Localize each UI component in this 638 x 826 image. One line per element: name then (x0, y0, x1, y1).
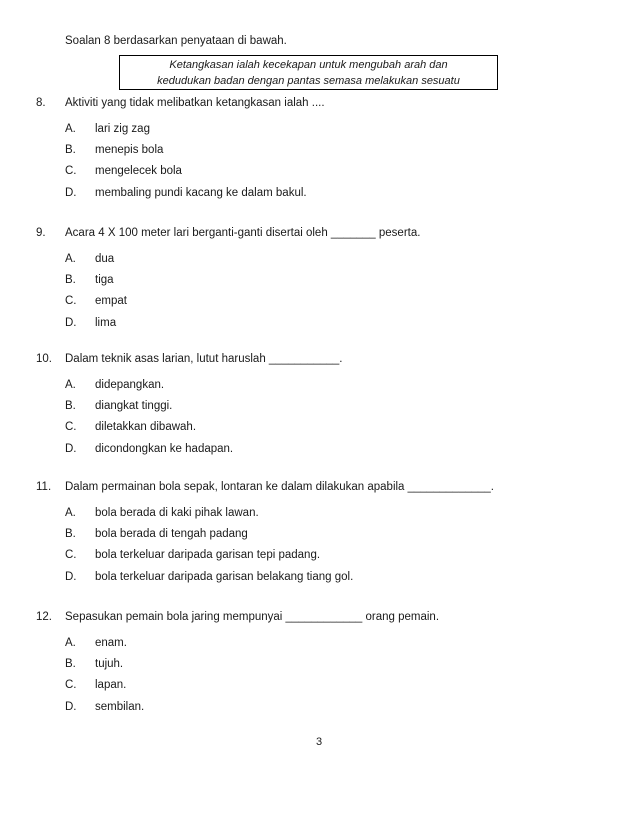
option-text: lima (95, 317, 117, 329)
option-letter: B. (65, 274, 76, 286)
option-letter: B. (65, 528, 76, 540)
option-letter: D. (65, 187, 77, 199)
option-letter: A. (65, 379, 76, 391)
option-text: mengelecek bola (95, 165, 182, 177)
option-text: sembilan. (95, 701, 145, 713)
question-text: Aktiviti yang tidak melibatkan ketangkasan ialah .... (65, 97, 325, 109)
option-letter: A. (65, 507, 76, 519)
option-text: menepis bola (95, 144, 164, 156)
question-number: 9. (36, 227, 46, 239)
option-letter: C. (65, 421, 77, 433)
question-number: 8. (36, 97, 46, 109)
question-number: 10. (36, 353, 52, 365)
option-text: enam. (95, 637, 127, 649)
page-number: 3 (315, 736, 323, 748)
question-text: Dalam permainan bola sepak, lontaran ke dalam dilakukan apabila _____________. (65, 481, 494, 493)
option-letter: C. (65, 165, 77, 177)
option-letter: B. (65, 658, 76, 670)
definition-line-1: Ketangkasan ialah kecekapan untuk mengubah arah dan (169, 59, 448, 71)
option-letter: A. (65, 253, 76, 265)
option-text: tujuh. (95, 658, 124, 670)
question-number: 12. (36, 611, 52, 623)
option-text: diangkat tinggi. (95, 400, 173, 412)
option-letter: D. (65, 443, 77, 455)
option-letter: C. (65, 679, 77, 691)
option-text: lari zig zag (95, 123, 150, 135)
option-letter: A. (65, 637, 76, 649)
option-text: bola berada di tengah padang (95, 528, 248, 540)
intro-text: Soalan 8 berdasarkan penyataan di bawah. (65, 35, 287, 47)
option-text: dua (95, 253, 115, 265)
option-letter: C. (65, 295, 77, 307)
question-text: Dalam teknik asas larian, lutut haruslah ___________. (65, 353, 343, 365)
option-text: dicondongkan ke hadapan. (95, 443, 234, 455)
option-text: lapan. (95, 679, 127, 691)
option-text: membaling pundi kacang ke dalam bakul. (95, 187, 307, 199)
option-letter: C. (65, 549, 77, 561)
option-text: tiga (95, 274, 114, 286)
option-letter: D. (65, 317, 77, 329)
question-text: Acara 4 X 100 meter lari berganti-ganti disertai oleh _______ peserta. (65, 227, 421, 239)
option-letter: B. (65, 400, 76, 412)
option-letter: A. (65, 123, 76, 135)
question-text: Sepasukan pemain bola jaring mempunyai ____________ orang pemain. (65, 611, 440, 623)
option-text: empat (95, 295, 127, 307)
option-text: bola berada di kaki pihak lawan. (95, 507, 259, 519)
option-text: didepangkan. (95, 379, 165, 391)
option-letter: B. (65, 144, 76, 156)
option-letter: D. (65, 571, 77, 583)
option-text: bola terkeluar daripada garisan belakang tiang gol. (95, 571, 354, 583)
option-text: diletakkan dibawah. (95, 421, 197, 433)
definition-line-2: kedudukan badan dengan pantas semasa melakukan sesuatu (157, 75, 460, 87)
definition-box (119, 55, 498, 90)
option-letter: D. (65, 701, 77, 713)
option-text: bola terkeluar daripada garisan tepi padang. (95, 549, 321, 561)
question-number: 11. (36, 481, 52, 493)
